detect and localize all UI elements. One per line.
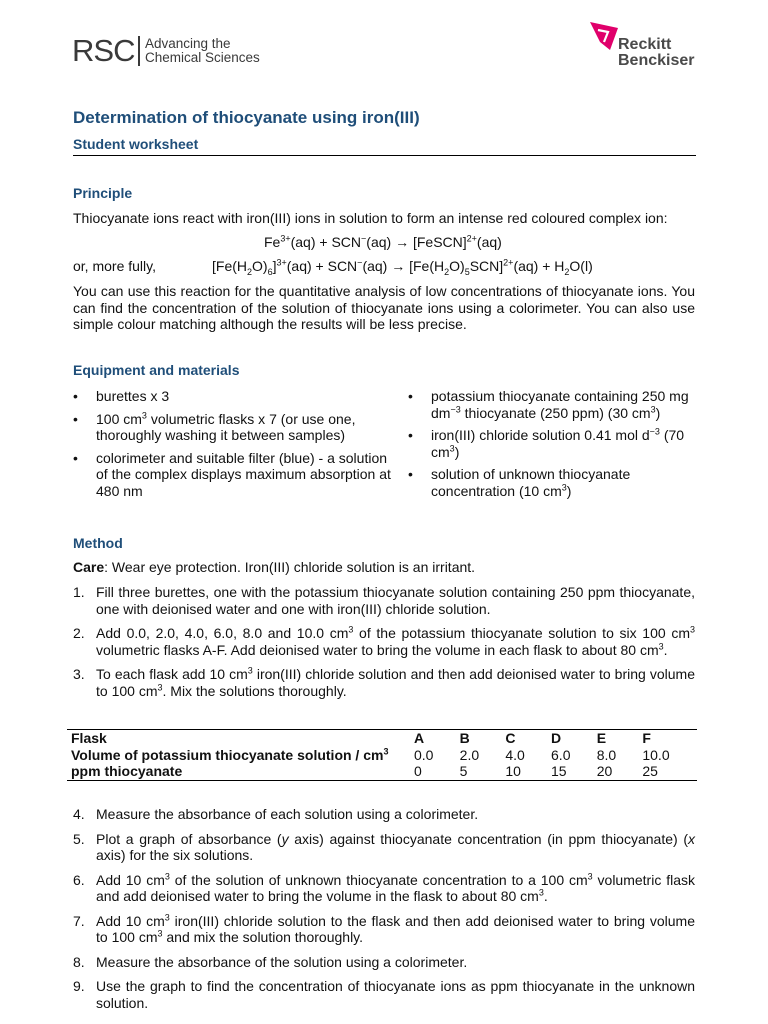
list-item: • colorimeter and suitable filter (blue) - a solution of the complex displays maximum absorption at 480 nm [73, 450, 398, 500]
page-title: Determination of thiocyanate using iron(III) [73, 108, 420, 127]
table-row: Volume of potassium thiocyanate solution / $cm^3$ 0.0 2.0 4.0 6.0 8.0 10.0 [71, 745, 670, 763]
principle-intro: Thiocyanate ions react with iron(III) ions in solution to form an intense red coloured complex ion: [73, 210, 668, 226]
equipment-heading: Equipment and materials [73, 362, 240, 378]
list-item: • solution of unknown thiocyanate concentration (10 $cm^3$) [408, 466, 698, 499]
list-item: • potassium thiocyanate containing 250 mg $dm^{-3}$ thiocyanate (250 ppm) (30 $cm^3$) [408, 388, 698, 421]
list-item: • 100 $cm^3$ volumetric flasks x 7 (or use one, thoroughly washing it between samples) [73, 411, 398, 444]
method-heading: Method [73, 535, 123, 551]
method-step: 8. Measure the absorbance of the solution using a colorimeter. [73, 953, 468, 970]
method-step: 4. Measure the absorbance of each solution using a colorimeter. [73, 806, 479, 822]
equation-full-label: or, more fully, [73, 258, 156, 274]
rsc-logo-abbr: RSC [72, 33, 135, 68]
page-subtitle: Student worksheet [73, 136, 199, 152]
care-note: Care: Wear eye protection. Iron(III) chloride solution is an irritant. [73, 559, 476, 575]
equation-simple: $Fe^{3+}(aq) + SCN^-(aq)$ → [FeSCN]$^{2+}$(aq) [264, 233, 502, 250]
header-divider [73, 155, 696, 156]
equation-full: $[Fe(H_2O)_6]^{3+}(aq) + SCN^-(aq) \to [Fe(H_2O)_5SCN]^{2+}(aq) + H_2O(l)$ [212, 257, 593, 277]
principle-paragraph: You can use this reaction for the quantitative analysis of low concentrations of thiocyanate ions. You can find the concentration of the solution of thiocyanate ions using a colorimeter. You can also use simple colour matching although the results will be less precise. [73, 283, 695, 332]
method-step: 2. Add 0.0, 2.0, 4.0, 6.0, 8.0 and 10.0 $cm^3$ of the potassium thiocyanate solution to six 100 $cm^3$ volumetric flasks A-F. Add deionised water to bring the volume in each flask to about 80 $cm^3$. [73, 624, 695, 658]
equipment-list-left [73, 388, 398, 505]
equipment-list-right [408, 388, 698, 505]
list-item: • burettes x 3 [73, 388, 398, 405]
principle-heading: Principle [73, 185, 133, 201]
method-step: 9. Use the graph to find the concentration of thiocyanate ions as ppm thiocyanate in the unknown solution. [73, 978, 695, 1011]
method-steps-1-3 [73, 584, 695, 707]
table-row: Flask A B C D E F [67, 730, 697, 747]
rsc-logo-divider [138, 36, 140, 66]
rsc-logo [72, 33, 260, 69]
flask-table [67, 729, 697, 781]
method-step: 6. Add 10 $cm^3$ of the solution of unknown thiocyanate concentration to a 100 $cm^3$ volumetric flask and add deionised water to bring the volume in the flask to about 80 $cm^3$. [73, 870, 695, 904]
method-step: 7. Add 10 $cm^3$ iron(III) chloride solution to the flask and then add deionised water to bring volume to 100 $cm^3$ and mix the solution thoroughly. [73, 911, 695, 945]
method-step: 1. Fill three burettes, one with the potassium thiocyanate solution containing 250 ppm thiocyanate, one with deionised water and one with iron(III) chloride solution. [73, 584, 695, 617]
rb-logo-line2: Benckiser [618, 52, 695, 69]
rb-emblem-icon [588, 20, 622, 54]
list-item: • iron(III) chloride solution 0.41 mol $d^{-3}$ (70 $cm^3$) [408, 427, 698, 460]
rb-logo-line1: Reckitt [618, 36, 672, 53]
rsc-logo-line1: Advancing the [144, 36, 231, 51]
method-steps-4-9 [73, 806, 695, 1019]
method-step: 5. Plot a graph of absorbance (y axis) against thiocyanate concentration (in ppm thiocyanate) (x axis) for the six solutions. [73, 830, 695, 863]
reckitt-benckiser-logo [588, 22, 703, 74]
method-step: 3. To each flask add 10 $cm^3$ iron(III) chloride solution and then add deionised water to bring volume to 100 $cm^3$. Mix the solutions thoroughly. [73, 665, 695, 699]
rsc-logo-line2: Chemical Sciences [144, 50, 260, 65]
table-row: ppm thiocyanate 0 5 10 15 20 25 [67, 763, 697, 780]
